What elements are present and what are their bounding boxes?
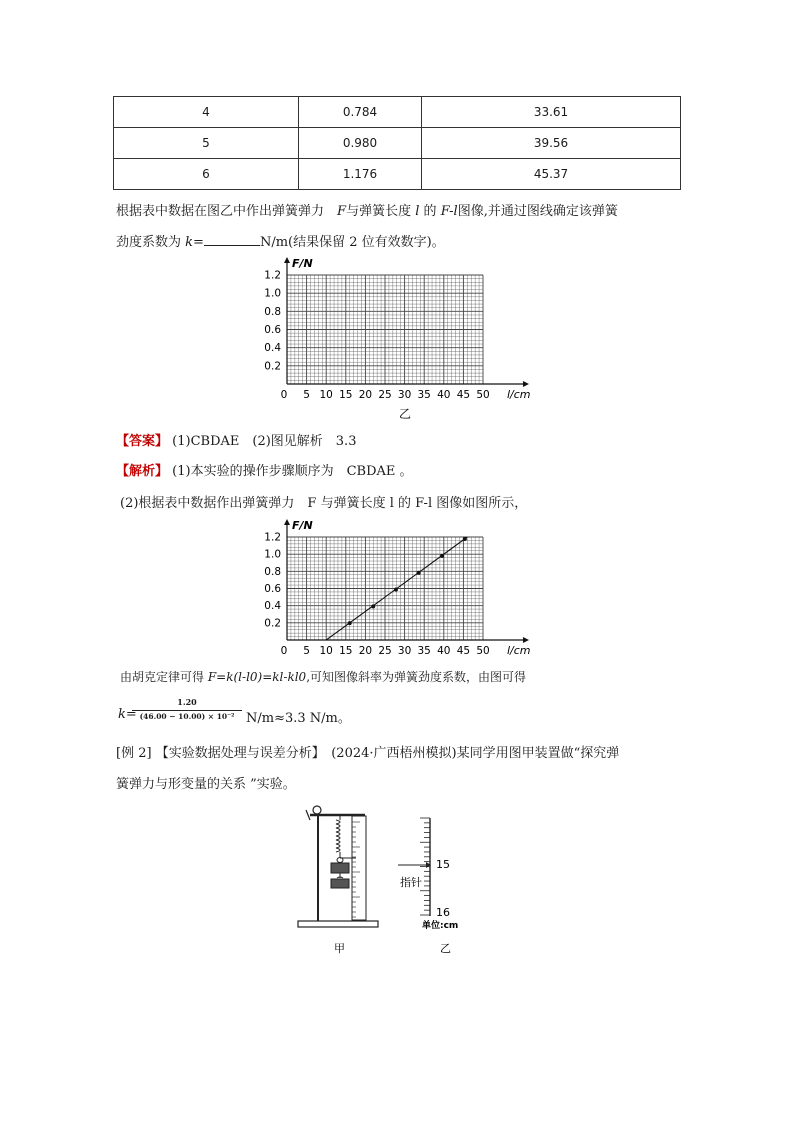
x-tick-label: 45 xyxy=(456,389,471,401)
weight-upper xyxy=(331,863,349,873)
question-line-2: 劲度系数为 k= N/m(结果保留 2 位有效数字)。 xyxy=(116,235,445,250)
y-axis-label: F/N xyxy=(292,519,313,532)
empty-graph xyxy=(250,255,540,420)
x-tick-label: 50 xyxy=(476,645,490,655)
x-tick-label: 20 xyxy=(358,389,373,401)
y-tick-label: 0.4 xyxy=(264,600,281,613)
spring xyxy=(336,815,343,863)
x-tick-label: 45 xyxy=(456,645,471,655)
table-row xyxy=(114,128,681,159)
pointer-label: 指针 xyxy=(400,876,422,889)
graph-caption: 乙 xyxy=(398,407,412,420)
answer-graph xyxy=(250,515,540,655)
data-point xyxy=(371,604,375,608)
table-cell: 0.784 xyxy=(299,97,422,128)
y-tick-label: 0.4 xyxy=(264,342,281,355)
x-tick-label: 20 xyxy=(358,645,373,655)
ruler xyxy=(352,816,366,920)
x-tick-label: 50 xyxy=(476,389,490,401)
x-tick-label: 25 xyxy=(378,645,392,655)
question-line-1: 根据表中数据在图乙中作出弹簧弹力 F与弹簧长度 l 的 F-l图像,并通过图线确定该弹簧 xyxy=(116,204,618,219)
analysis-line-2: (2)根据表中数据作出弹簧弹力 F 与弹簧长度 l 的 F-l 图像如图所示， xyxy=(120,496,528,511)
y-tick-label: 0.8 xyxy=(264,305,281,318)
table-cell: 6 xyxy=(114,159,299,190)
data-point xyxy=(348,621,352,625)
x-tick-label: 15 xyxy=(339,389,353,401)
weight-lower xyxy=(331,879,349,888)
y-tick-label: 0.6 xyxy=(264,324,281,336)
y-tick-label: 1.2 xyxy=(264,531,281,544)
stand-base xyxy=(298,921,378,927)
x-tick-label: 40 xyxy=(437,645,451,655)
table-cell: 33.61 xyxy=(422,97,681,128)
x-tick-label: 5 xyxy=(303,389,310,401)
y-tick-label: 1.0 xyxy=(264,548,281,561)
example2-line-1: [例 2] 【实验数据处理与误差分析】 (2024·广西梧州模拟)某同学用图甲装置做“探究弹 xyxy=(116,746,620,761)
y-tick-label: 0.2 xyxy=(264,360,281,373)
unit-label: 单位:cm xyxy=(422,921,459,931)
fraction-numerator: 1.20 xyxy=(177,697,197,707)
x-tick-label: 0 xyxy=(280,645,288,655)
x-tick-label: 15 xyxy=(339,645,353,655)
y-tick-label: 0.2 xyxy=(264,617,281,630)
y-tick-label: 1.0 xyxy=(264,287,281,300)
table-cell: 39.56 xyxy=(422,128,681,159)
caption-jia: 甲 xyxy=(334,942,345,955)
table-cell: 4 xyxy=(114,97,299,128)
x-tick-label: 30 xyxy=(397,389,412,401)
table-row xyxy=(114,97,681,128)
data-point xyxy=(440,554,444,558)
apparatus-figure xyxy=(290,800,520,960)
x-axis-label: l/cm xyxy=(507,388,531,401)
x-tick-label: 10 xyxy=(319,645,333,655)
y-tick-label: 0.8 xyxy=(264,565,281,578)
answer-blank xyxy=(204,233,260,246)
caption-yi: 乙 xyxy=(440,942,451,955)
analysis-line-1: 【解析】 (1)本实验的操作步骤顺序为 CBDAE 。 xyxy=(116,464,413,479)
fraction-bar xyxy=(132,710,242,711)
x-tick-label: 0 xyxy=(280,389,288,401)
fraction-denominator: (46.00 − 10.00) × 10⁻² xyxy=(139,712,235,721)
x-tick-label: 30 xyxy=(397,645,412,655)
x-tick-label: 35 xyxy=(417,389,431,401)
answer-line: 【答案】 (1)CBDAE (2)图见解析 3.3 xyxy=(116,434,357,449)
table-cell: 5 xyxy=(114,128,299,159)
example2-line-2: 簧弹力与形变量的关系 ”实验。 xyxy=(116,777,296,792)
x-axis-label: l/cm xyxy=(507,644,531,655)
scale-label-16: 16 xyxy=(436,906,450,919)
table-cell: 0.980 xyxy=(299,128,422,159)
x-tick-label: 35 xyxy=(417,645,431,655)
table-cell: 1.176 xyxy=(299,159,422,190)
table-cell: 45.37 xyxy=(422,159,681,190)
table-row xyxy=(114,159,681,190)
data-point xyxy=(417,571,421,575)
clamp-knob xyxy=(313,806,321,814)
x-tick-label: 40 xyxy=(437,389,451,401)
scale-label-15: 15 xyxy=(436,858,450,871)
x-tick-label: 5 xyxy=(303,645,310,655)
x-tick-label: 25 xyxy=(378,389,392,401)
y-tick-label: 0.6 xyxy=(264,583,281,595)
data-point xyxy=(394,588,398,592)
data-point xyxy=(463,537,467,541)
hooke-line: 由胡克定律可得 F=k(l-l0)=kl-kl0,可知图像斜率为弹簧劲度系数，由图可得 xyxy=(120,670,527,684)
data-table xyxy=(113,96,681,190)
x-tick-label: 10 xyxy=(319,389,333,401)
y-axis-label: F/N xyxy=(292,257,313,270)
y-tick-label: 1.2 xyxy=(264,269,281,282)
